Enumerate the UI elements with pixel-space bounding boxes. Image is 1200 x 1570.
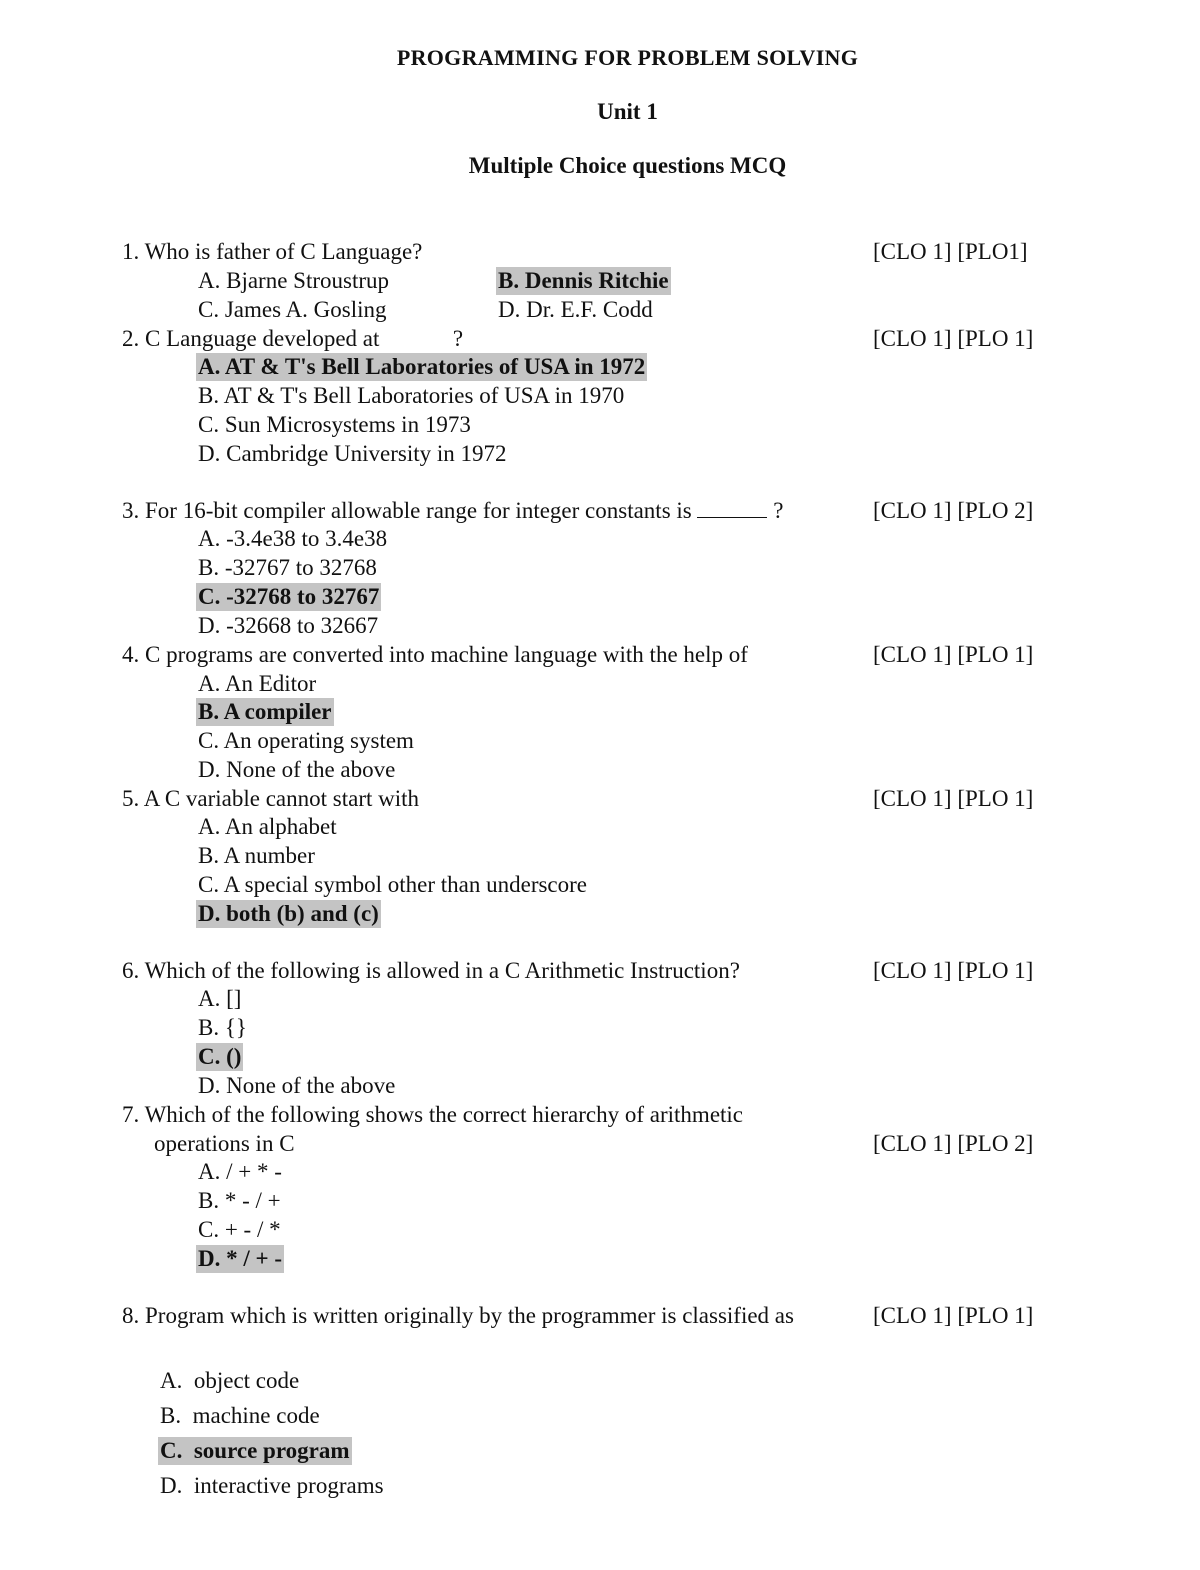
- question-6-option-b: B. {}: [198, 1015, 247, 1040]
- question-4-tag: [CLO 1] [PLO 1]: [873, 642, 1034, 667]
- question-2-option-d: D. Cambridge University in 1972: [198, 441, 507, 466]
- question-3-text: [122, 497, 783, 525]
- question-7-text-line2: operations in C: [154, 1131, 295, 1156]
- question-7-option-d: D. * / + -: [198, 1246, 283, 1271]
- question-7-option-a: A. / + * -: [198, 1159, 282, 1184]
- question-2-option-c: C. Sun Microsystems in 1973: [198, 412, 471, 437]
- question-2-text-before: 2. C Language developed at: [122, 326, 380, 351]
- question-1-option-d: D. Dr. E.F. Codd: [498, 297, 653, 322]
- question-6-option-d: D. None of the above: [198, 1073, 396, 1098]
- question-5-option-b: B. A number: [198, 843, 315, 868]
- question-4-text: 4. C programs are converted into machine language with the help of: [122, 642, 748, 667]
- question-5-option-a: A. An alphabet: [198, 814, 337, 839]
- question-3-text-after: ?: [773, 498, 784, 523]
- question-4-option-a: A. An Editor: [198, 671, 317, 696]
- question-5-option-d: D. both (b) and (c): [198, 901, 379, 926]
- question-2-tag: [CLO 1] [PLO 1]: [873, 326, 1034, 351]
- question-4-option-c: C. An operating system: [198, 728, 414, 753]
- question-3-option-a: A. -3.4e38 to 3.4e38: [198, 526, 388, 551]
- question-2-option-b: B. AT & T's Bell Laboratories of USA in 1970: [198, 383, 625, 408]
- document-title: PROGRAMMING FOR PROBLEM SOLVING: [396, 45, 859, 70]
- question-4-option-d: D. None of the above: [198, 757, 396, 782]
- question-8-option-a: A. object code: [160, 1368, 300, 1393]
- question-6-option-a: A. []: [198, 986, 242, 1011]
- question-4-option-b: B. A compiler: [198, 699, 332, 724]
- question-8-option-d: D. interactive programs: [160, 1473, 384, 1498]
- question-1-option-c: C. James A. Gosling: [198, 297, 387, 322]
- question-3-option-d: D. -32668 to 32667: [198, 613, 379, 638]
- question-6-tag: [CLO 1] [PLO 1]: [873, 958, 1034, 983]
- question-6-option-c: C. (): [198, 1044, 242, 1069]
- question-7-option-c: C. + - / *: [198, 1217, 281, 1242]
- question-1-option-a: A. Bjarne Stroustrup: [198, 268, 390, 293]
- document-subtitle: Multiple Choice questions MCQ: [468, 153, 787, 178]
- question-5-option-c: C. A special symbol other than underscore: [198, 872, 588, 897]
- question-3-text-before: 3. For 16-bit compiler allowable range for integer constants is: [122, 498, 692, 523]
- question-7-option-b: B. * - / +: [198, 1188, 281, 1213]
- question-2-text: [122, 325, 463, 353]
- question-8-tag: [CLO 1] [PLO 1]: [873, 1303, 1034, 1328]
- question-7-tag: [CLO 1] [PLO 2]: [873, 1131, 1034, 1156]
- question-3-option-b: B. -32767 to 32768: [198, 555, 377, 580]
- question-8-text: 8. Program which is written originally by the programmer is classified as: [122, 1303, 794, 1328]
- question-8-option-b: B. machine code: [160, 1403, 320, 1428]
- question-7-text-line1: 7. Which of the following shows the correct hierarchy of arithmetic: [122, 1102, 744, 1127]
- question-2-blank: [385, 328, 447, 346]
- question-2-option-a: A. AT & T's Bell Laboratories of USA in 1972: [198, 354, 646, 379]
- question-1-tag: [CLO 1] [PLO1]: [873, 239, 1028, 264]
- question-3-tag: [CLO 1] [PLO 2]: [873, 498, 1034, 523]
- question-3-blank: [697, 499, 767, 518]
- unit-heading: Unit 1: [597, 99, 658, 124]
- question-3-option-c: C. -32768 to 32767: [198, 584, 380, 609]
- question-1-text: 1. Who is father of C Language?: [122, 239, 423, 264]
- question-2-text-after: ?: [452, 326, 464, 351]
- question-6-text: 6. Which of the following is allowed in a C Arithmetic Instruction?: [122, 958, 740, 983]
- question-5-tag: [CLO 1] [PLO 1]: [873, 786, 1034, 811]
- question-5-text: 5. A C variable cannot start with: [122, 786, 420, 811]
- question-8-option-c: C. source program: [160, 1438, 350, 1463]
- question-1-option-b: B. Dennis Ritchie: [498, 268, 669, 293]
